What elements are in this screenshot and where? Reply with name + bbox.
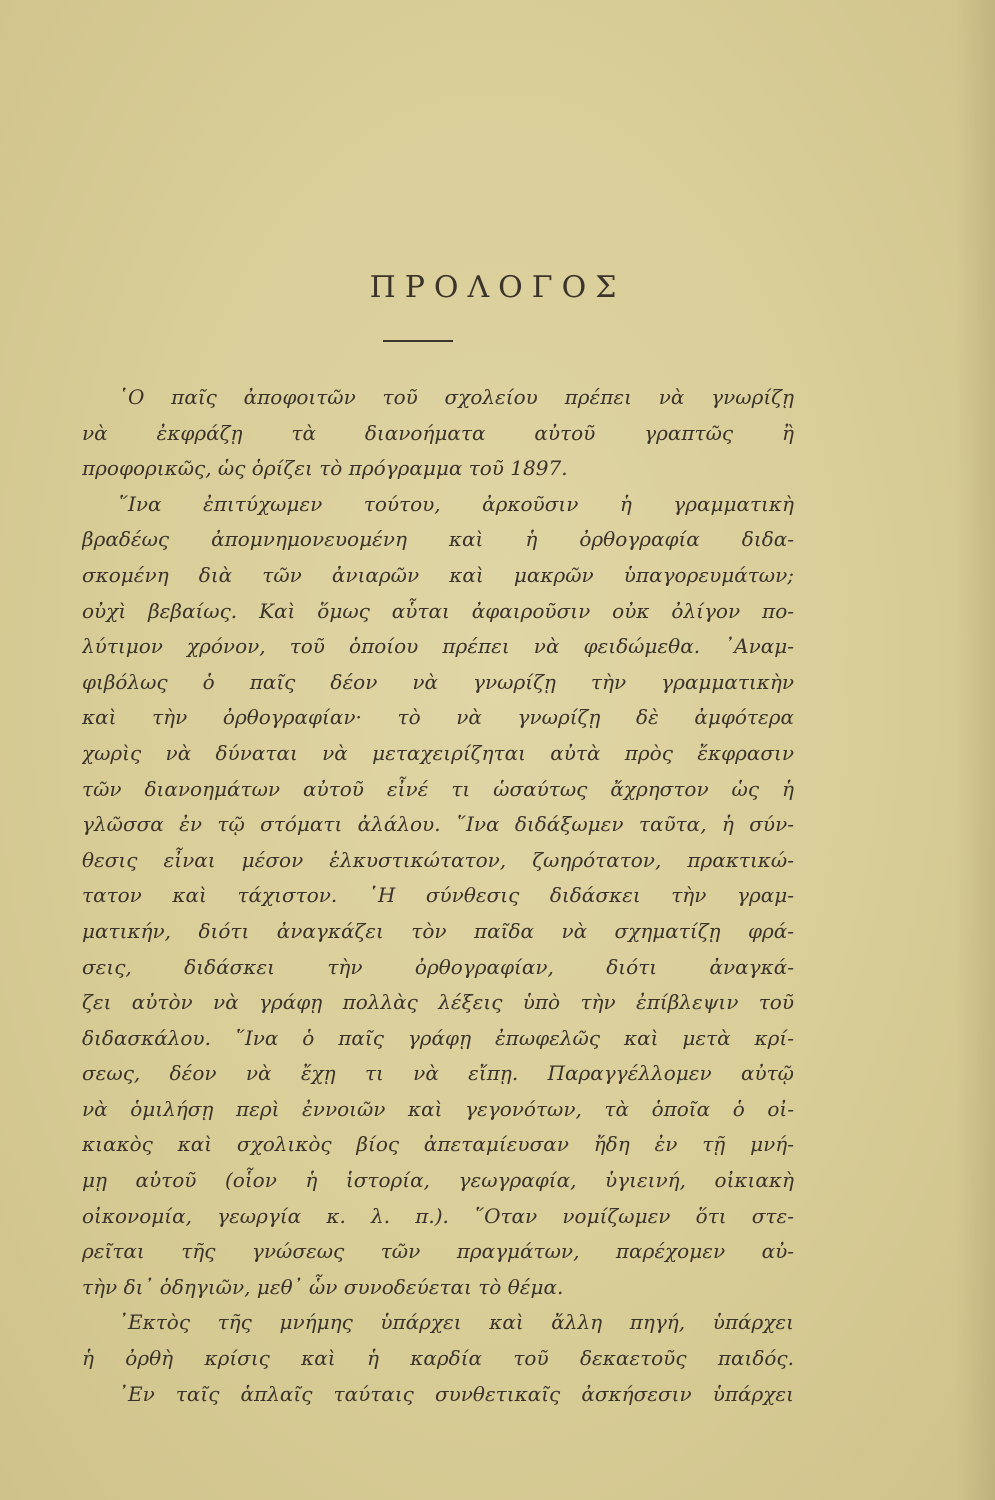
text-line: ᾿Εν ταῖς ἁπλαῖς ταύταις συνθετικαῖς ἀσκήσεσιν ὑπάρχει <box>118 1381 794 1406</box>
body-text <box>82 380 794 1412</box>
text-line: ματικήν, διότι ἀναγκάζει τὸν παῖδα νὰ σχηματίζῃ φρά- <box>82 918 794 943</box>
text-line: σεις, διδάσκει τὴν ὀρθογραφίαν, διότι ἀναγκά- <box>82 954 794 979</box>
text-line: διδασκάλου. ῞Ινα ὁ παῖς γράφῃ ἐπωφελῶς καὶ μετὰ κρί- <box>82 1025 794 1050</box>
text-line: ᾿Εκτὸς τῆς μνήμης ὑπάρχει καὶ ἄλλη πηγή, ὑπάρχει <box>118 1310 794 1335</box>
text-line: ἡ ὀρθὴ κρίσις καὶ ἡ καρδία τοῦ δεκαετοῦς παιδός. <box>82 1346 794 1371</box>
text-line: χωρὶς νὰ δύναται νὰ μεταχειρίζηται αὐτὰ πρὸς ἔκφρασιν <box>82 740 794 765</box>
page-edge-shadow <box>955 0 995 1500</box>
text-line: προφορικῶς, ὡς ὁρίζει τὸ πρόγραμμα τοῦ 1897. <box>82 456 568 481</box>
text-line: τῶν διανοημάτων αὐτοῦ εἶνέ τι ὡσαύτως ἄχρηστον ὡς ἡ <box>82 776 794 801</box>
text-line: νὰ ὁμιλήσῃ περὶ ἐννοιῶν καὶ γεγονότων, τὰ ὁποῖα ὁ οἰ- <box>82 1096 794 1121</box>
text-line: ῞Ινα ἐπιτύχωμεν τούτου, ἀρκοῦσιν ἡ γραμματικὴ <box>118 491 794 516</box>
text-line: καὶ τὴν ὀρθογραφίαν· τὸ νὰ γνωρίζῃ δὲ ἀμφότερα <box>82 705 794 730</box>
text-line: φιβόλως ὁ παῖς δέον νὰ γνωρίζῃ τὴν γραμματικὴν <box>82 669 794 694</box>
text-line: θεσις εἶναι μέσον ἑλκυστικώτατον, ζωηρότατον, πρακτικώ- <box>82 847 794 872</box>
text-line: οὐχὶ βεβαίως. Καὶ ὅμως αὗται ἀφαιροῦσιν οὐκ ὀλίγον πο- <box>82 598 794 623</box>
page-title: ΠΡΟΛΟΓΟΣ <box>369 270 626 305</box>
text-line: σκομένη διὰ τῶν ἀνιαρῶν καὶ μακρῶν ὑπαγορευμάτων; <box>82 562 794 587</box>
text-line: τατον καὶ τάχιστον. ῾Η σύνθεσις διδάσκει τὴν γραμ- <box>82 883 794 908</box>
text-line: σεως, δέον νὰ ἔχῃ τι νὰ εἴπῃ. Παραγγέλλομεν αὐτῷ <box>82 1061 794 1086</box>
text-line: κιακὸς καὶ σχολικὸς βίος ἀπεταμίευσαν ἤδη ἐν τῇ μνή- <box>82 1132 794 1157</box>
text-line: ῾Ο παῖς ἀποφοιτῶν τοῦ σχολείου πρέπει νὰ γνωρίζῃ <box>118 385 794 409</box>
text-line: λύτιμον χρόνον, τοῦ ὁποίου πρέπει νὰ φειδώμεθα. ᾿Αναμ- <box>82 634 794 659</box>
text-line: οἰκονομία, γεωργία κ. λ. π.). ῞Οταν νομίζωμεν ὅτι στε- <box>82 1203 794 1228</box>
text-line: ρεῖται τῆς γνώσεως τῶν πραγμάτων, παρέχομεν αὐ- <box>82 1239 794 1264</box>
text-line: τὴν δι᾿ ὁδηγιῶν, μεθ᾿ ὧν συνοδεύεται τὸ θέμα. <box>82 1274 564 1299</box>
text-line: γλῶσσα ἐν τῷ στόματι ἀλάλου. ῞Ινα διδάξωμεν ταῦτα, ἡ σύν- <box>82 812 794 837</box>
title-rule <box>383 340 453 342</box>
text-line: βραδέως ἀπομνημονευομένη καὶ ἡ ὀρθογραφία διδα- <box>82 527 794 552</box>
text-line: νὰ ἐκφράζῃ τὰ διανοήματα αὐτοῦ γραπτῶς ἢ <box>82 420 794 445</box>
text-line: μῃ αὐτοῦ (οἷον ἡ ἱστορία, γεωγραφία, ὑγιεινή, οἰκιακὴ <box>82 1168 794 1193</box>
text-line: ζει αὐτὸν νὰ γράφῃ πολλὰς λέξεις ὑπὸ τὴν ἐπίβλεψιν τοῦ <box>82 990 794 1015</box>
